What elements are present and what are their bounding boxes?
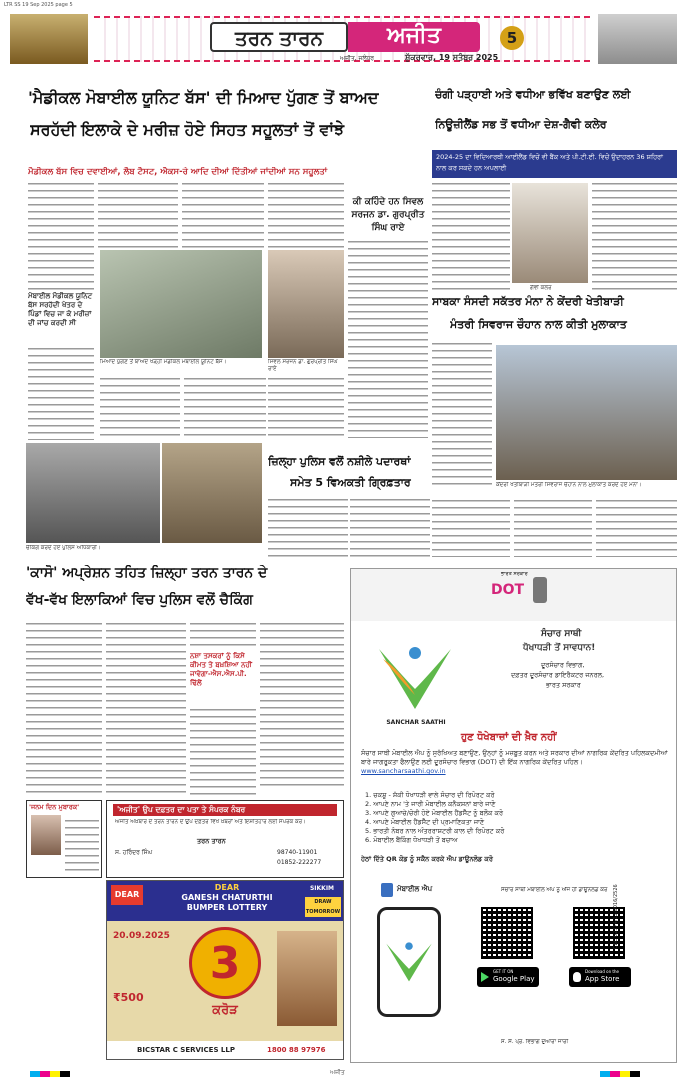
page-number-badge: [500, 26, 524, 50]
app-store-label: App Store: [585, 975, 620, 983]
play-triangle-icon: [481, 972, 489, 982]
sanchar-red-headline: ਹੁਣ ਧੋਖੇਬਾਜ਼ਾਂ ਦੀ ਖ਼ੈਰ ਨਹੀਂ: [461, 732, 557, 743]
nz-photo-caption: ਗੈਵੀ ਕਲੇਰ: [530, 285, 552, 291]
sanchar-footer: ਸ. ਸੰ. ਪ੍ਰ. ਵਿਭਾਗ ਦੁਆਰਾ ਜਾਰੀ: [501, 1039, 569, 1045]
lottery-title-3: BUMPER LOTTERY: [186, 903, 268, 912]
mobile-unit-body-col1b: [28, 345, 94, 440]
minister-body-col3: [514, 497, 592, 557]
sanchar-side-code: CBC 02374/13/0016/2526: [613, 884, 619, 949]
app-store-badge[interactable]: [569, 967, 631, 987]
sanchar-intro-text: ਸੰਚਾਰ ਸਾਥੀ ਮੋਬਾਈਲ ਐਪ ਨੂੰ ਸੁਰੱਖਿਅਤ ਬਣਾਉਣ, ਉਨ੍ਹਾਂ ਨੂੰ ਮਜ਼ਬੂਤ ਕਰਨ ਅਤੇ ਸਰਕਾਰ ਦੀਆਂ ਨਾਗਰਿਕ ਕੇਂਦਰਿਤ ਪਹਿਲਕਦਮੀਆਂ ਬਾਰੇ ਜਾਗਰੂਕਤਾ ਫੈਲਾਉਣ ਲਈ ਦੂਰਸੰਚਾਰ ਵਿਭਾਗ (DOT) ਦੀ ਇੱਕ ਨਾਗਰਿਕ ਕੇਂਦਰਿਤ ਪਹਿਲ।: [361, 749, 668, 766]
google-play-small: GET IT ON: [493, 969, 514, 974]
lottery-brand-left: [111, 885, 143, 905]
top-printer-strip: [0, 0, 687, 12]
mobile-app-icon: [381, 883, 393, 897]
mobile-unit-body-col2: [98, 180, 178, 250]
lottery-price: ₹500: [113, 991, 144, 1004]
lottery-draw-label: DRAW TOMORROW: [305, 899, 341, 915]
building-photo: [598, 14, 677, 64]
lottery-prize-unit: ਕਰੋੜ: [212, 1003, 238, 1018]
lottery-helpline: 1800 88 97976: [267, 1046, 326, 1054]
lottery-ad: [106, 880, 344, 1060]
sanchar-app-note: ਸੰਚਾਰ ਸਾਥੀ ਮੋਬਾਈਲ ਐਪ ਨੂੰ ਅੱਜ ਹੀ ਡਾਊਨਲੋਡ ਕਰੋ: [501, 887, 608, 893]
brand-name: ਅਜੀਤ: [387, 23, 441, 48]
casso-headline-2: ਵੱਖ-ਵੱਖ ਇਲਾਕਿਆਂ ਵਿਚ ਪੁਲਿਸ ਵਲੋਂ ਚੈਕਿੰਗ: [26, 592, 253, 608]
bus-photo: [100, 250, 262, 358]
sanchar-download-line: ਹੇਠਾਂ ਦਿੱਤੇ QR ਕੋਡ ਨੂੰ ਸਕੈਨ ਕਰਕੇ ਐਪ ਡਾਊਨਲੋਡ ਕਰੋ: [361, 855, 493, 863]
sanchar-app-label: ਮੋਬਾਈਲ ਐਪ: [397, 885, 433, 893]
sanchar-logo: [369, 629, 461, 721]
apple-icon: [573, 972, 581, 982]
mobile-unit-headline-2: ਸਰਹੱਦੀ ਇਲਾਕੇ ਦੇ ਮਰੀਜ਼ ਹੋਏ ਸਿਹਤ ਸਹੂਲਤਾਂ ਤੋਂ ਵਾਂਝੇ: [30, 120, 345, 139]
edition-line: ਅਜੀਤ, ਜਲੰਧਰ: [340, 55, 375, 62]
mobile-unit-body-col3: [182, 180, 264, 250]
sanchar-link[interactable]: www.sancharsaathi.gov.in: [361, 767, 446, 775]
ajit-notice-title-bar: [113, 804, 337, 816]
city-name: ਤਰਨ ਤਾਰਨ: [234, 26, 324, 50]
minister-body-col2: [432, 497, 510, 557]
casso-body-col3a: [190, 620, 256, 650]
casso-body-col2: [106, 620, 186, 795]
mobile-unit-headline-1: 'ਮੈਡੀਕਲ ਮੋਬਾਈਲ ਯੂਨਿਟ ਬੱਸ' ਦੀ ਮਿਆਦ ਪੁੱਗਣ ਤੋਂ ਬਾਅਦ: [28, 88, 379, 107]
birthday-text: [65, 817, 99, 873]
lottery-draw-badge: [305, 897, 341, 917]
gov-label: ਭਾਰਤ ਸਰਕਾਰ: [501, 571, 528, 577]
masthead: [10, 14, 677, 64]
lottery-brand-right: SIKKIM: [309, 885, 335, 892]
nz-subhead-box: [432, 150, 677, 178]
city-label: [210, 22, 348, 52]
lottery-title-2: GANESH CHATURTHI: [181, 893, 273, 902]
nz-headline-2: ਨਿਊਜ਼ੀਲੈਂਡ ਸਭ ਤੋਂ ਵਧੀਆ ਦੇਸ਼-ਗੈਵੀ ਕਲੇਰ: [435, 118, 607, 131]
casso-body-col4: [260, 620, 344, 790]
drugs-photo-caption: ਚੈਕਿੰਗ ਕਰਦੇ ਹੋਏ ਪੁਲਿਸ ਅਧਿਕਾਰੀ।: [26, 545, 101, 551]
civil-surgeon-headline: ਕੀ ਕਹਿੰਦੇ ਹਨ ਸਿਵਲ ਸਰਜਨ ਡਾ. ਗੁਰਪ੍ਰੀਤ ਸਿੰਘ ਰਾਏ: [351, 197, 425, 233]
drugs-body-col1: [268, 496, 348, 562]
doctor-photo: [268, 250, 344, 358]
nz-body-col1: [432, 180, 510, 292]
sanchar-intro: [361, 749, 669, 789]
casso-headline-1: 'ਕਾਸੋ' ਅਪ੍ਰੇਸ਼ਨ ਤਹਿਤ ਜ਼ਿਲ੍ਹਾ ਤਰਨ ਤਾਰਨ ਦੇ: [26, 565, 268, 581]
lottery-person-photo: [277, 931, 337, 1026]
bottom-color-bar: [0, 1066, 687, 1089]
mobile-unit-body-col1: [28, 180, 94, 290]
lottery-footer: BICSTAR C SERVICES LLP: [137, 1046, 235, 1054]
emblem-icon: [533, 577, 547, 603]
bottom-strip-text: ਅਜੀਤ: [330, 1069, 345, 1076]
mobile-unit-pullquote: ਮੋਬਾਈਲ ਮੈਡੀਕਲ ਯੂਨਿਟ ਬੱਸ ਸਰਹੱਦੀ ਖੇਤਰ ਦੇ ਪਿੰਡਾਂ ਵਿਚ ਜਾ ਕੇ ਮਰੀਜ਼ਾਂ ਦੀ ਜਾਂਚ ਕਰਦੀ ਸੀ: [28, 292, 93, 327]
lottery-date: 20.09.2025: [113, 931, 170, 941]
doctor-photo-caption: ਸਿਵਲ ਸਰਜਨ ਡਾ. ਗੁਰਪ੍ਰੀਤ ਸਿੰਘ ਰਾਏ: [268, 359, 338, 372]
google-play-badge[interactable]: [477, 967, 539, 987]
nz-headline-1: ਚੰਗੀ ਪੜ੍ਹਾਈ ਅਤੇ ਵਧੀਆ ਭਵਿੱਖ ਬਣਾਉਣ ਲਈ: [435, 88, 631, 101]
temple-photo: [10, 14, 88, 64]
feature-item: 6. ਮੋਬਾਈਲ ਬੈਂਕਿੰਗ ਧੋਖਾਧੜੀ ਤੋਂ ਬਚਾਅ: [365, 836, 458, 844]
casso-body-col1: [26, 620, 102, 795]
sanchar-tagline: ਧੋਖਾਧੜੀ ਤੋਂ ਸਾਵਧਾਨ!: [523, 643, 596, 653]
minister-headline-1: ਸਾਬਕਾ ਸੰਸਦੀ ਸਕੱਤਰ ਮੰਨਾ ਨੇ ਕੇਂਦਰੀ ਖੇਤੀਬਾੜੀ: [432, 295, 624, 308]
feature-item: 4. ਆਪਣੇ ਮੋਬਾਈਲ ਹੈਂਡਸੈੱਟ ਦੀ ਪ੍ਰਮਾਣਿਕਤਾ ਜਾਣੋ: [365, 818, 485, 826]
registration-swatches-right: [600, 1071, 640, 1077]
minister-body-col1: [432, 340, 492, 490]
app-store-small: Download on the: [585, 969, 619, 974]
drugs-headline-2: ਸਮੇਤ 5 ਵਿਅਕਤੀ ਗ੍ਰਿਫ਼ਤਾਰ: [290, 476, 411, 489]
mobile-unit-body-col3b: [184, 375, 266, 440]
child-photo: [31, 815, 61, 855]
minister-headline-2: ਮੰਤਰੀ ਸਿਵਰਾਜ ਚੌਹਾਨ ਨਾਲ ਕੀਤੀ ਮੁਲਾਕਾਤ: [450, 318, 627, 331]
lottery-footer-bar: [107, 1041, 344, 1060]
sanchar-issuer-3: ਭਾਰਤ ਸਰਕਾਰ: [546, 681, 581, 689]
registration-swatches: [30, 1071, 70, 1077]
police-photo-1: [26, 443, 160, 543]
sanchar-logo-icon: [369, 629, 461, 721]
lottery-brand-left-text: DEAR: [114, 890, 140, 899]
ajit-notice-title: 'ਅਜੀਤ' ਉਪ ਦਫ਼ਤਰ ਦਾ ਪਤਾ ਤੇ ਸੰਪਰਕ ਨੰਬਰ: [117, 805, 246, 814]
minister-photo: [496, 345, 677, 480]
dot-logo-text: DOT: [491, 582, 525, 598]
ajit-notice-phone-1: 98740-11901: [277, 849, 318, 856]
nz-body-col2: [592, 180, 677, 292]
drugs-headline-1: ਜ਼ਿਲ੍ਹਾ ਪੁਲਿਸ ਵਲੋਂ ਨਸ਼ੀਲੇ ਪਦਾਰਥਾਂ: [268, 455, 411, 468]
civil-surgeon-body: [348, 238, 428, 438]
google-play-label: Google Play: [493, 975, 535, 983]
birthday-title: 'ਜਨਮ ਦਿਨ ਮੁਬਾਰਕ': [29, 803, 80, 811]
police-photo-2: [162, 443, 262, 543]
printer-marks-text: LTR SS 19 Sep 2025 page 5: [4, 2, 73, 8]
mobile-unit-body-col2b: [100, 375, 180, 440]
lottery-title-1: DEAR: [214, 883, 240, 892]
drugs-body-col2: [350, 496, 430, 562]
casso-body-col3b: [190, 706, 256, 795]
minister-body-col4: [596, 497, 677, 557]
feature-item: 3. ਆਪਣੇ ਗੁਆਚੇ/ਚੋਰੀ ਹੋਏ ਮੋਬਾਈਲ ਹੈਂਡਸੈੱਟ ਨੂੰ ਬਲੌਕ ਕਰੋ: [365, 809, 503, 817]
ajit-notice-name: ਸ. ਹਰਿੰਦਰ ਸਿੰਘ: [115, 849, 153, 856]
feature-item: 2. ਆਪਣੇ ਨਾਮ 'ਤੇ ਜਾਰੀ ਮੋਬਾਈਲ ਕਨੈਕਸ਼ਨਾਂ ਬਾਰੇ ਜਾਣੋ: [365, 800, 496, 808]
dot-logo: [491, 579, 525, 601]
nz-subhead: 2024-25 ਦਾ ਵਿਦਿਆਰਥੀ ਆਈਲੈਂਡ ਵਿਚੋਂ ਵੀ ਬੈਂਕ ਅਤੇ ਪੀ.ਟੀ.ਈ. ਵਿਚੋਂ ਉਦਾਹਰਨ 36 ਸ਼ਹਿਰਾਂ ਨਾਲ ਕਰ ਸਕਦੇ ਹਨ ਅਪਲਾਈ: [436, 153, 663, 172]
ajit-notice-office: ਤਰਨ ਤਾਰਨ: [197, 837, 226, 845]
lottery-prize-amount: 3: [209, 938, 241, 989]
phone-logo-icon: [380, 930, 438, 990]
page-number: 5: [506, 29, 518, 47]
casso-pullquote: ਨਸ਼ਾ ਤਸਕਰਾਂ ਨੂੰ ਕਿਸੇ ਕੀਮਤ ਤੇ ਬਖ਼ਸ਼ਿਆ ਨਹੀਂ ਜਾਵੇਗਾ-ਐਸ.ਐਸ.ਪੀ. ਢਿੱਲੋਂ: [190, 652, 252, 687]
birthday-box: [26, 800, 102, 878]
minister-caption: ਕੇਂਦਰੀ ਖੇਤੀਬਾੜੀ ਮੰਤਰੀ ਸਿਵਰਾਜ ਚੌਹਾਨ ਨਾਲ ਮੁਲਾਕਾਤ ਕਰਦੇ ਹੋਏ ਮੰਨਾ।: [496, 482, 642, 488]
mobile-unit-body-col4b: [268, 375, 344, 440]
sanchar-title: ਸੰਚਾਰ ਸਾਥੀ: [541, 629, 582, 639]
sanchar-feature-list: [365, 791, 665, 851]
sanchar-issuer-2: ਦਫ਼ਤਰ ਦੂਰਸੰਚਾਰ ਡਾਇਰੈਕਟਰ ਜਨਰਲ,: [511, 671, 605, 679]
sanchar-logo-label: SANCHAR SAATHI: [386, 719, 446, 726]
ajit-notice-phone-2: 01852-222277: [277, 859, 322, 866]
qr-code-1[interactable]: [481, 907, 533, 959]
feature-item: 1. ਚਕਸ਼ੂ - ਸ਼ੱਕੀ ਧੋਖਾਧੜੀ ਵਾਲੇ ਸੰਚਾਰ ਦੀ ਰਿਪੋਰਟ ਕਰੋ: [365, 791, 495, 799]
phone-mockup: [377, 907, 441, 1017]
sanchar-issuer-1: ਦੂਰਸੰਚਾਰ ਵਿਭਾਗ,: [541, 661, 585, 669]
feature-item: 5. ਭਾਰਤੀ ਨੰਬਰ ਨਾਲ ਅੰਤਰਰਾਸ਼ਟਰੀ ਕਾਲ ਦੀ ਰਿਪੋਰਟ ਕਰੋ: [365, 827, 505, 835]
mobile-unit-body-col4: [268, 180, 344, 250]
date-line: ਸ਼ੁੱਕਰਵਾਰ, 19 ਸਤੰਬਰ 2025: [405, 53, 499, 62]
gavi-kaler-photo: [512, 183, 588, 283]
brand-box: [348, 22, 480, 52]
ajit-notice-body: ਅਜੀਤ ਅਖ਼ਬਾਰ ਦੇ ਤਰਨ ਤਾਰਨ ਦੇ ਉਪ ਦਫ਼ਤਰ ਵਿਖੇ ਖ਼ਬਰਾਂ ਅਤੇ ਇਸ਼ਤਿਹਾਰ ਲਈ ਸੰਪਰਕ ਕਰੋ।: [115, 819, 306, 825]
lottery-prize-circle: [189, 927, 261, 999]
mobile-unit-subhead: ਮੈਡੀਕਲ ਬੱਸ ਵਿਚ ਦਵਾਈਆਂ, ਲੈਬ ਟੈਸਟ, ਐਕਸ-ਰੇ ਆਦਿ ਦੀਆਂ ਦਿੱਤੀਆਂ ਜਾਂਦੀਆਂ ਸਨ ਸਹੂਲਤਾਂ: [28, 167, 328, 177]
sanchar-saathi-ad: [350, 568, 677, 1063]
bus-photo-caption: ਮਿਆਦ ਪੁੱਗਣ ਤੋਂ ਬਾਅਦ ਖੜ੍ਹੀ ਮੈਡੀਕਲ ਮੋਬਾਈਲ ਯੂਨਿਟ ਬੱਸ।: [100, 359, 227, 365]
ajit-office-notice: [106, 800, 344, 878]
